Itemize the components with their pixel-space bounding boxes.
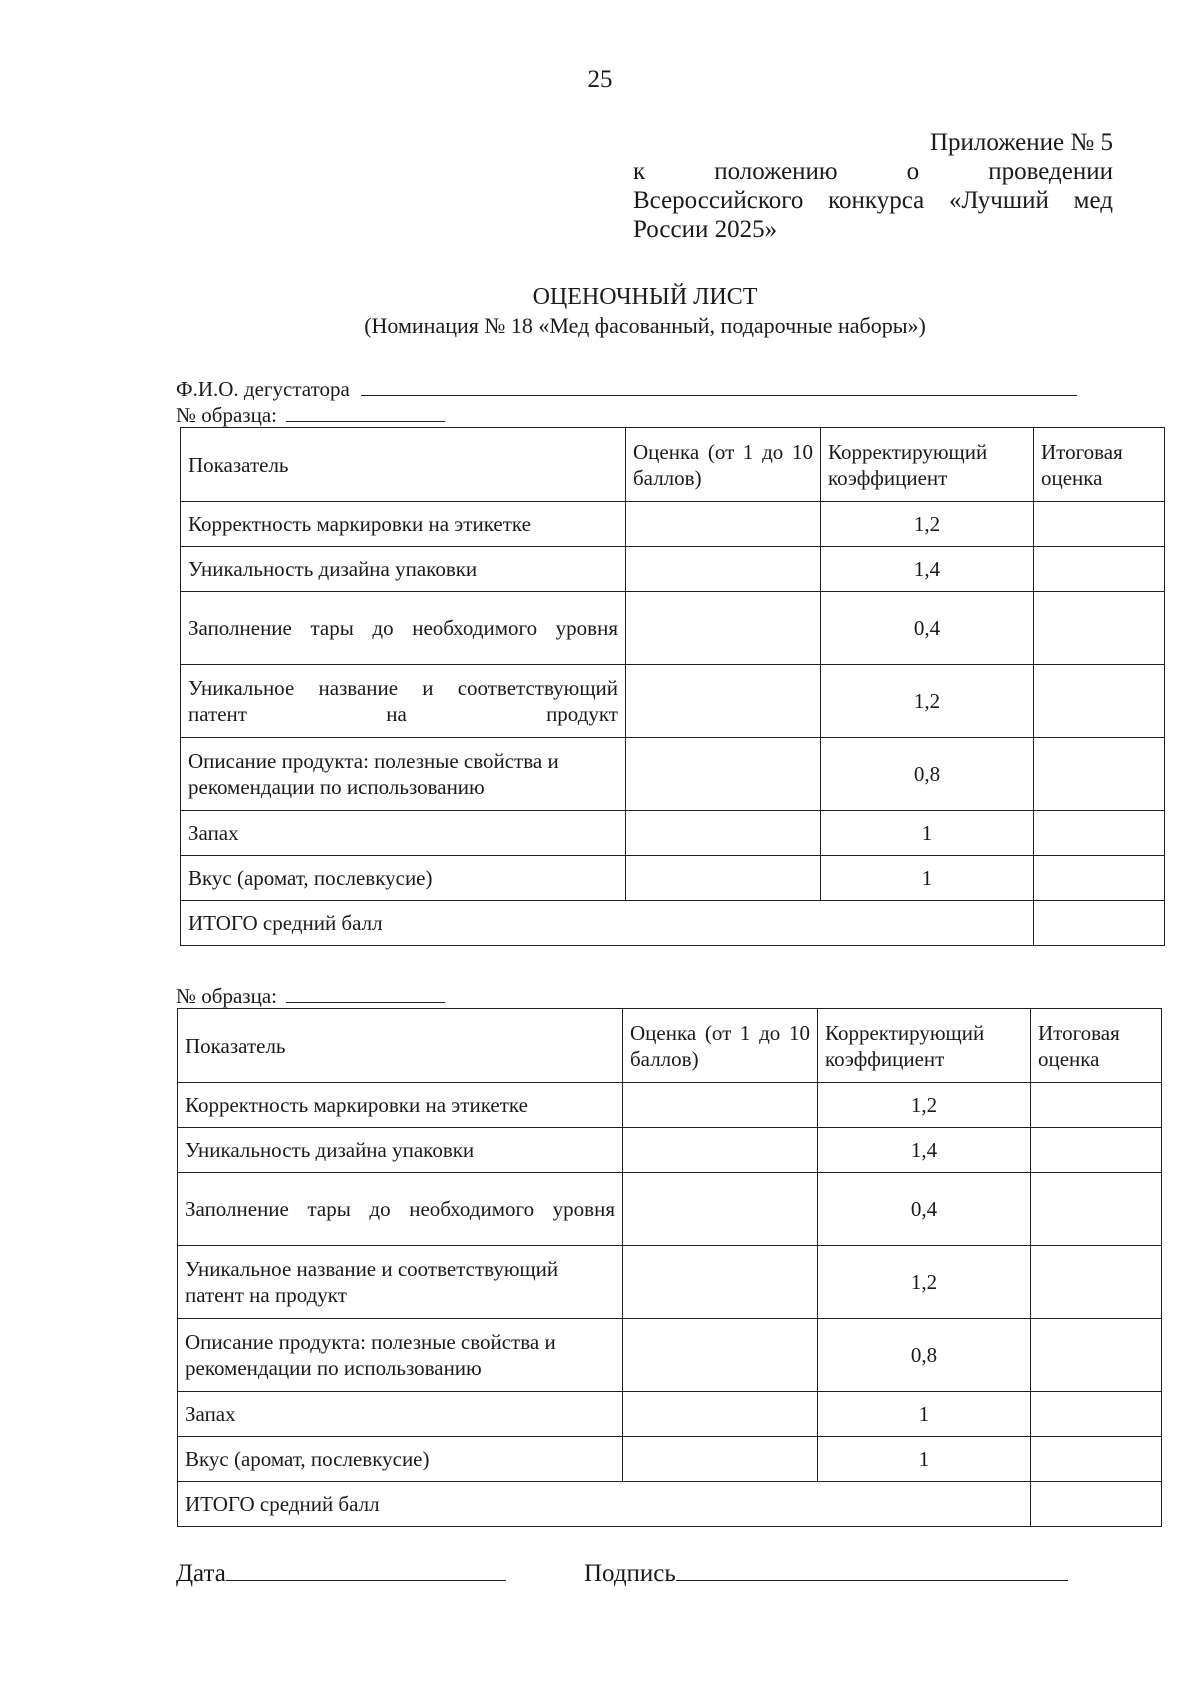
header-score: Оценка (от 1 до 10 баллов)	[623, 1009, 818, 1083]
indicator-cell: Запах	[181, 811, 626, 856]
total-input-cell[interactable]	[1031, 1392, 1162, 1437]
indicator-cell: Уникальное название и соответствующий патент на продукт	[178, 1246, 623, 1319]
coefficient-cell: 1,4	[821, 547, 1034, 592]
total-input-cell[interactable]	[1031, 1128, 1162, 1173]
score-input-cell[interactable]	[626, 547, 821, 592]
coefficient-cell: 0,8	[818, 1319, 1031, 1392]
table-row	[181, 811, 1165, 856]
date-line[interactable]	[226, 1558, 506, 1581]
appendix-line-4: России 2025»	[633, 216, 778, 243]
total-input-cell[interactable]	[1034, 811, 1165, 856]
total-input-cell[interactable]	[1031, 1173, 1162, 1246]
table-total-row	[178, 1482, 1162, 1527]
score-input-cell[interactable]	[626, 665, 821, 738]
signature-field	[584, 1558, 1068, 1588]
appendix-line-2: к положению о проведении	[633, 158, 1113, 185]
table-row	[178, 1173, 1162, 1246]
total-input-cell[interactable]	[1031, 1083, 1162, 1128]
table-header-row	[181, 428, 1165, 502]
score-input-cell[interactable]	[623, 1319, 818, 1392]
taster-label: Ф.И.О. дегустатора	[176, 377, 350, 401]
table-row	[181, 592, 1165, 665]
indicator-cell: Корректность маркировки на этикетке	[178, 1083, 623, 1128]
table-header-row	[178, 1009, 1162, 1083]
grand-total-input-cell[interactable]	[1031, 1482, 1162, 1527]
total-input-cell[interactable]	[1034, 738, 1165, 811]
indicator-cell: Уникальность дизайна упаковки	[178, 1128, 623, 1173]
appendix-line-1: Приложение № 5	[929, 129, 1113, 156]
total-input-cell[interactable]	[1031, 1437, 1162, 1482]
indicator-cell: Запах	[178, 1392, 623, 1437]
total-input-cell[interactable]	[1034, 592, 1165, 665]
sample-label-1: № образца:	[176, 403, 277, 427]
appendix-line-3: Всероссийского конкурса «Лучший мед	[633, 187, 1113, 214]
taster-name-field	[176, 373, 1077, 402]
indicator-cell: Вкус (аромат, послевкусие)	[181, 856, 626, 901]
document-subtitle: (Номинация № 18 «Мед фасованный, подарочные наборы»)	[364, 313, 926, 338]
table-row	[178, 1246, 1162, 1319]
total-input-cell[interactable]	[1031, 1319, 1162, 1392]
score-input-cell[interactable]	[626, 502, 821, 547]
table-row	[181, 738, 1165, 811]
coefficient-cell: 1	[821, 811, 1034, 856]
header-indicator: Показатель	[178, 1009, 623, 1083]
table-row	[178, 1128, 1162, 1173]
coefficient-cell: 1,2	[818, 1083, 1031, 1128]
evaluation-table-2	[177, 1008, 1162, 1527]
sample-label-2: № образца:	[176, 984, 277, 1008]
signature-line[interactable]	[676, 1558, 1068, 1581]
score-input-cell[interactable]	[626, 856, 821, 901]
table-row	[181, 547, 1165, 592]
total-label: ИТОГО средний балл	[178, 1482, 1031, 1527]
indicator-cell: Корректность маркировки на этикетке	[181, 502, 626, 547]
signature-label: Подпись	[584, 1560, 676, 1587]
header-total: Итоговая оценка	[1034, 428, 1165, 502]
score-input-cell[interactable]	[626, 592, 821, 665]
indicator-cell: Уникальное название и соответствующий патент на продукт	[181, 665, 626, 738]
taster-name-line[interactable]	[361, 373, 1077, 396]
table-row	[178, 1437, 1162, 1482]
coefficient-cell: 1,2	[818, 1246, 1031, 1319]
page-number: 25	[587, 66, 613, 93]
total-label: ИТОГО средний балл	[181, 901, 1034, 946]
total-input-cell[interactable]	[1034, 856, 1165, 901]
indicator-cell: Описание продукта: полезные свойства и рекомендации по использованию	[181, 738, 626, 811]
sample-number-line-2[interactable]	[286, 980, 445, 1003]
evaluation-table-1	[180, 427, 1165, 946]
header-total: Итоговая оценка	[1031, 1009, 1162, 1083]
indicator-cell: Уникальность дизайна упаковки	[181, 547, 626, 592]
coefficient-cell: 1	[818, 1392, 1031, 1437]
header-score: Оценка (от 1 до 10 баллов)	[626, 428, 821, 502]
table-row	[181, 856, 1165, 901]
coefficient-cell: 0,4	[821, 592, 1034, 665]
header-coefficient: Корректирующий коэффициент	[821, 428, 1034, 502]
score-input-cell[interactable]	[623, 1246, 818, 1319]
grand-total-input-cell[interactable]	[1034, 901, 1165, 946]
coefficient-cell: 0,8	[821, 738, 1034, 811]
table-row	[178, 1392, 1162, 1437]
indicator-cell: Заполнение тары до необходимого уровня	[181, 592, 626, 665]
coefficient-cell: 1,2	[821, 502, 1034, 547]
document-title: ОЦЕНОЧНЫЙ ЛИСТ	[532, 284, 758, 310]
table-total-row	[181, 901, 1165, 946]
coefficient-cell: 1,2	[821, 665, 1034, 738]
table-row	[178, 1083, 1162, 1128]
indicator-cell: Вкус (аромат, послевкусие)	[178, 1437, 623, 1482]
date-label: Дата	[176, 1560, 226, 1587]
score-input-cell[interactable]	[626, 738, 821, 811]
coefficient-cell: 1,4	[818, 1128, 1031, 1173]
total-input-cell[interactable]	[1031, 1246, 1162, 1319]
table-row	[181, 502, 1165, 547]
header-coefficient: Корректирующий коэффициент	[818, 1009, 1031, 1083]
appendix-heading	[633, 128, 1113, 244]
total-input-cell[interactable]	[1034, 665, 1165, 738]
header-indicator: Показатель	[181, 428, 626, 502]
coefficient-cell: 1	[818, 1437, 1031, 1482]
score-input-cell[interactable]	[623, 1173, 818, 1246]
date-field	[176, 1558, 506, 1588]
score-input-cell[interactable]	[623, 1392, 818, 1437]
total-input-cell[interactable]	[1034, 547, 1165, 592]
total-input-cell[interactable]	[1034, 502, 1165, 547]
score-input-cell[interactable]	[623, 1437, 818, 1482]
sample-number-field-2	[176, 980, 445, 1009]
sample-number-line-1[interactable]	[286, 399, 445, 422]
score-input-cell[interactable]	[623, 1083, 818, 1128]
table-row	[178, 1319, 1162, 1392]
coefficient-cell: 0,4	[818, 1173, 1031, 1246]
score-input-cell[interactable]	[626, 811, 821, 856]
sample-number-field-1	[176, 399, 445, 428]
indicator-cell: Описание продукта: полезные свойства и рекомендации по использованию	[178, 1319, 623, 1392]
coefficient-cell: 1	[821, 856, 1034, 901]
table-row	[181, 665, 1165, 738]
score-input-cell[interactable]	[623, 1128, 818, 1173]
indicator-cell: Заполнение тары до необходимого уровня	[178, 1173, 623, 1246]
